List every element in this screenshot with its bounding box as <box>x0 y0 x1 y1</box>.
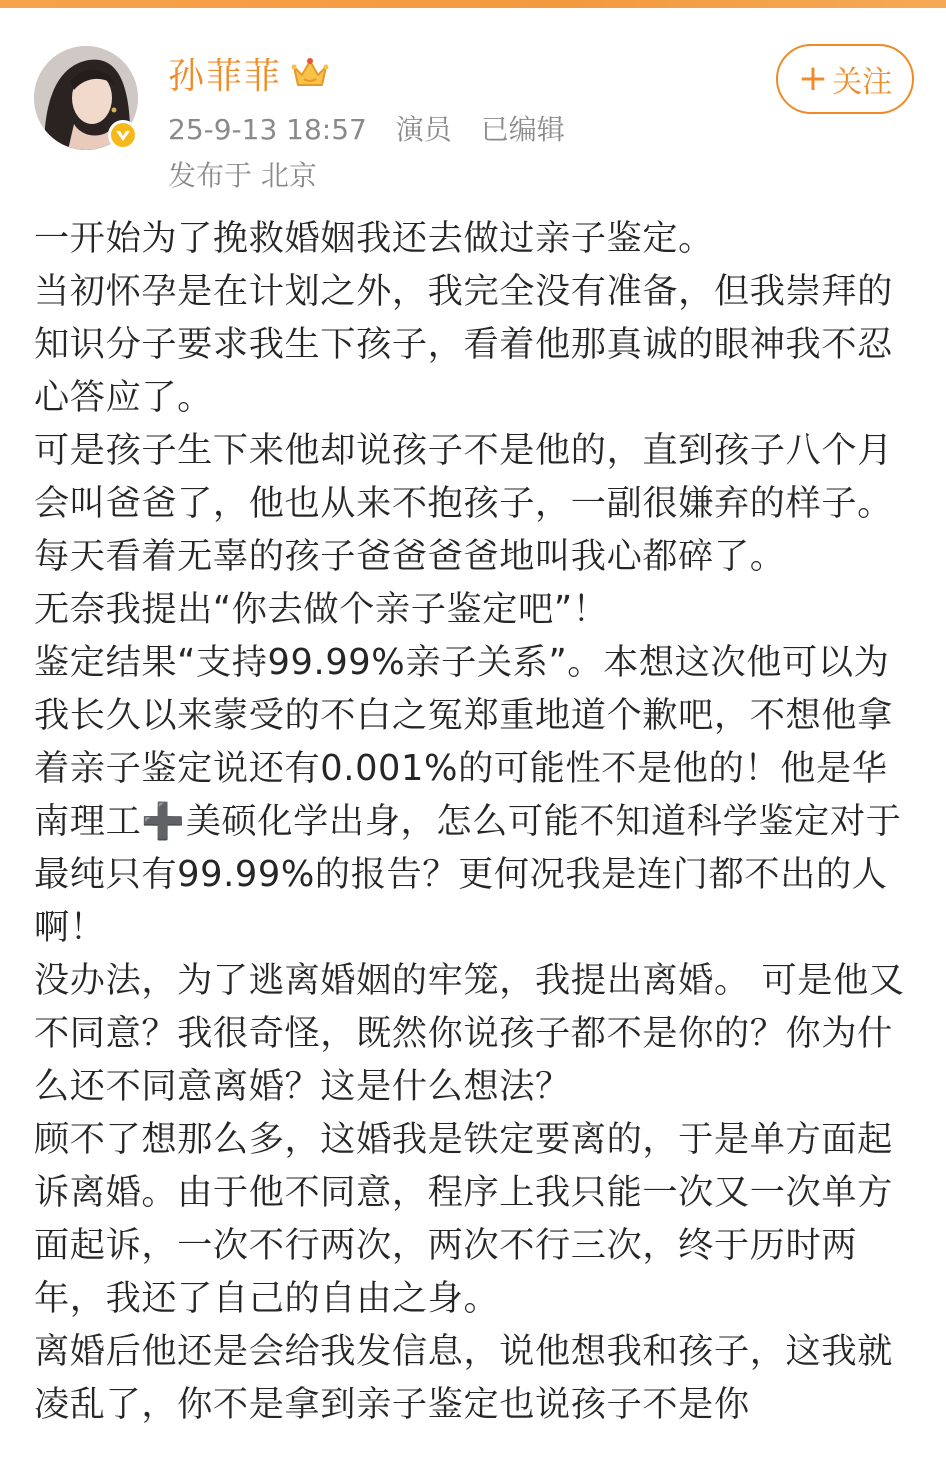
post-meta <box>168 108 585 148</box>
crown-icon <box>290 55 330 91</box>
post-paragraph: 离婚后他还是会给我发信息，说他想我和孩子，这我就凌乱了，你不是拿到亲子鉴定也说孩子不是你 <box>34 1331 893 1425</box>
username[interactable]: 孙菲菲 <box>168 55 283 97</box>
post-timestamp: 25-9-13 18:57 <box>168 113 367 146</box>
post-paragraph: 一开始为了挽救婚姻我还去做过亲子鉴定。 <box>34 218 714 259</box>
post-paragraph: 当初怀孕是在计划之外，我完全没有准备，但我崇拜的知识分子要求我生下孩子，看着他那真诚的眼神我不忍心答应了。 <box>34 271 893 418</box>
post-paragraph: 无奈我提出“你去做个亲子鉴定吧”！ <box>34 589 609 630</box>
post-location: 发布于 北京 <box>168 159 317 192</box>
post-header <box>0 8 946 198</box>
post-body <box>34 212 914 1431</box>
avatar[interactable] <box>34 46 138 150</box>
post-paragraph: 顾不了想那么多，这婚我是铁定要离的，于是单方面起诉离婚。由于他不同意，程序上我只能一次又一次单方面起诉，一次不行两次，两次不行三次，终于历时两年，我还了自己的自由之身。 <box>34 1119 893 1319</box>
verified-badge-icon <box>108 120 138 150</box>
top-status-strip <box>0 0 946 8</box>
plus-icon: + <box>797 58 829 99</box>
post-paragraph: 没办法，为了逃离婚姻的牢笼，我提出离婚。 可是他又不同意？我很奇怪，既然你说孩子都不是你的？你为什么还不同意离婚？这是什么想法？ <box>34 960 905 1107</box>
edited-label[interactable]: 已编辑 <box>480 113 565 146</box>
username-row <box>168 50 330 96</box>
post-paragraph: 鉴定结果“支持99.99%亲子关系”。本想这次他可以为我长久以来蒙受的不白之冤郑重地道个歉吧，不想他拿着亲子鉴定说还有0.001%的可能性不是他的！他是华南理工➕美硕化学出身，怎么可能不知道科学鉴定对于最纯只有99.99%的报告？更何况我是连门都不出的人啊！ <box>34 642 902 948</box>
post-paragraph: 可是孩子生下来他却说孩子不是他的，直到孩子八个月会叫爸爸了，他也从来不抱孩子，一副很嫌弃的样子。每天看着无辜的孩子爸爸爸爸地叫我心都碎了。 <box>34 430 893 577</box>
follow-button[interactable] <box>776 44 914 114</box>
follow-label: 关注 <box>832 65 893 100</box>
user-role: 演员 <box>395 113 452 146</box>
